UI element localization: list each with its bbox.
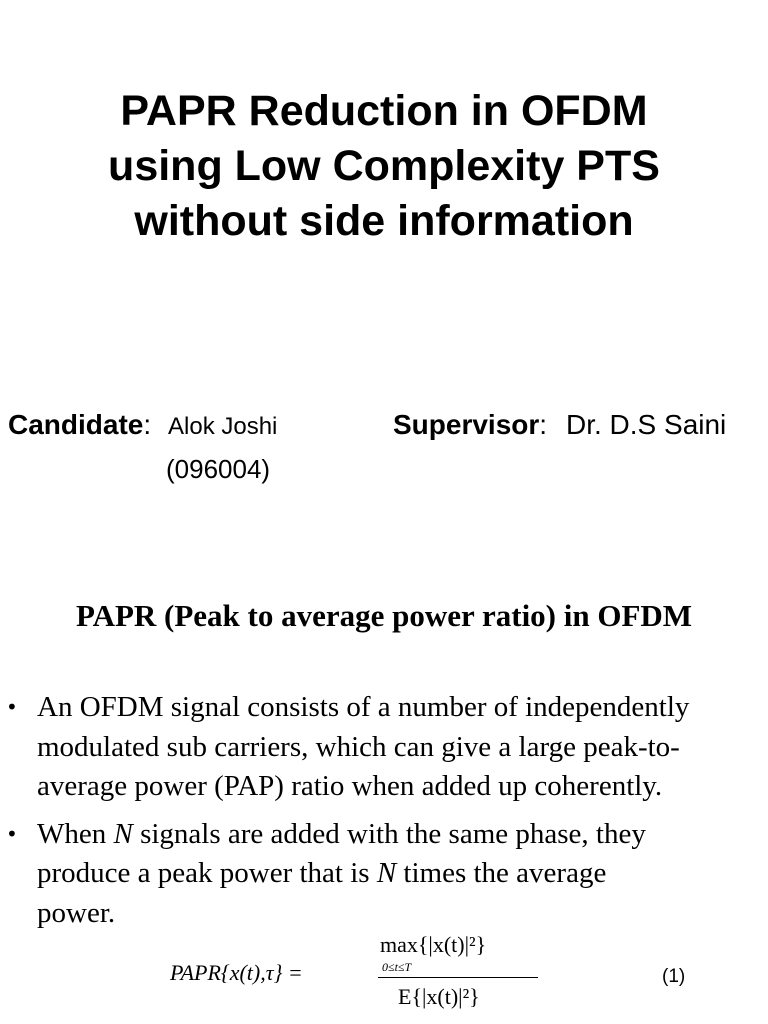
bullet-line: average power (PAP) ratio when added up coherently. <box>37 770 663 802</box>
bullet-line: When N signals are added with the same phase, they <box>37 817 646 850</box>
equation-numerator: max{|x(t)|²} <box>380 932 487 957</box>
supervisor-label: Supervisor: <box>393 409 548 440</box>
candidate-name: Alok Joshi <box>168 413 278 440</box>
candidate-label: Candidate: <box>8 409 152 440</box>
bullet-line: power. <box>37 896 116 929</box>
title-line-3: without side information <box>134 197 634 245</box>
bullet-item <box>0 688 765 807</box>
fraction-bar <box>378 977 538 978</box>
bullet-icon: • <box>6 695 18 719</box>
variable-n: N <box>376 857 397 889</box>
title-line-2: using Low Complexity PTS <box>108 142 660 190</box>
equation-denominator: E{|x(t)|²} <box>398 984 480 1009</box>
bullet-line: modulated sub carriers, which can give a large peak-to- <box>37 730 680 763</box>
papr-equation <box>170 930 550 1020</box>
equation-subscript: 0≤t≤T <box>382 960 412 974</box>
bullet-icon: • <box>6 821 18 846</box>
variable-n: N <box>113 817 133 850</box>
title-line-1: PAPR Reduction in OFDM <box>120 87 648 135</box>
candidate-id: (096004) <box>166 454 271 484</box>
slide-title <box>40 84 728 249</box>
bullet-list <box>0 688 768 941</box>
equation-lhs: PAPR{x(t),τ} = <box>170 960 303 985</box>
bullet-line: An OFDM signal consists of a number of independently <box>37 691 690 723</box>
supervisor-name: Dr. D.S Saini <box>566 409 727 440</box>
equation-number: (1) <box>662 966 686 987</box>
section-heading: PAPR (Peak to average power ratio) in OFDM <box>75 598 693 633</box>
bullet-item <box>0 815 765 934</box>
bullet-line: produce a peak power that is N times the average <box>37 857 607 889</box>
